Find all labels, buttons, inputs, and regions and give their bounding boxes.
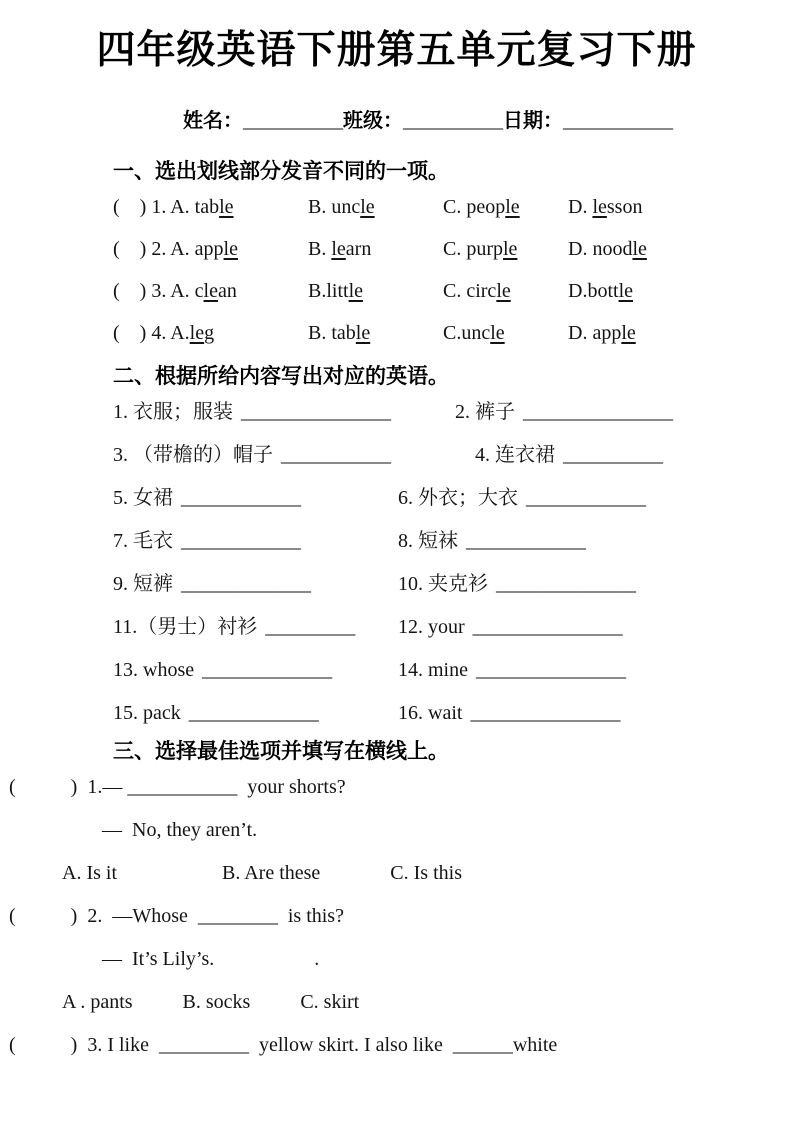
vocab-row-13-14 <box>113 649 793 692</box>
vocab-blank: ____________ <box>526 487 646 509</box>
vocab-blank: ____________ <box>466 530 586 552</box>
vocab-row-15-16 <box>113 692 793 735</box>
vocab-row-11-12 <box>113 606 793 649</box>
vocab-blank: ____________ <box>181 530 301 552</box>
vocab-item <box>113 563 398 606</box>
phonics-row-1 <box>113 186 793 228</box>
vocab-label: 10. 夹克衫 <box>398 573 488 595</box>
vocab-item <box>113 692 398 735</box>
question-1-stem: ( ) 1.— ___________ your shorts? <box>9 776 346 798</box>
vocab-blank: _______________ <box>523 401 673 423</box>
date-blank: ___________ <box>563 110 673 132</box>
vocab-label: 9. 短裤 <box>113 573 173 595</box>
phonics-option-b: B. table <box>308 322 371 344</box>
question-2-options: A . pants B. socks C. skirt <box>62 991 360 1013</box>
phonics-option-d: D. noodle <box>568 238 647 260</box>
vocab-label: 12. your <box>398 616 465 638</box>
vocab-row-1-2 <box>113 391 793 434</box>
vocab-label: 14. mine <box>398 659 468 681</box>
vocab-item <box>398 692 793 735</box>
section1-heading: 一、选出划线部分发音不同的一项。 <box>113 160 449 183</box>
phonics-row-2 <box>113 228 793 270</box>
vocab-label: 5. 女裙 <box>113 487 173 509</box>
vocab-label: 1. 衣服；服装 <box>113 401 233 423</box>
vocab-blank: _____________ <box>188 702 319 724</box>
vocab-label: 6. 外衣；大衣 <box>398 487 518 509</box>
vocab-item <box>113 434 475 477</box>
phonics-option-a: ( ) 3. A. clean <box>113 280 237 302</box>
vocab-row-9-10 <box>113 563 793 606</box>
question-1-reply: — No, they aren’t. <box>102 819 258 841</box>
vocab-item <box>398 520 793 563</box>
vocab-label: 3. （带檐的）帽子 <box>113 444 273 466</box>
phonics-row-4 <box>113 312 793 354</box>
phonics-option-c: C. purple <box>443 238 518 260</box>
question-2-stem: ( ) 2. —Whose ________ is this? <box>9 905 344 927</box>
vocab-item <box>475 434 793 477</box>
vocab-blank: _____________ <box>202 659 333 681</box>
phonics-option-d: D. apple <box>568 322 636 344</box>
vocab-blank: _____________ <box>181 573 311 595</box>
phonics-option-d: D. lesson <box>568 196 643 218</box>
vocab-item <box>113 606 398 649</box>
vocab-label: 15. pack <box>113 702 181 724</box>
vocab-label: 16. wait <box>398 702 463 724</box>
vocab-blank: _______________ <box>470 702 621 724</box>
vocab-row-5-6 <box>113 477 793 520</box>
section3-heading: 三、选择最佳选项并填写在横线上。 <box>113 740 449 763</box>
vocab-blank: _______________ <box>472 616 623 638</box>
vocab-label: 13. whose <box>113 659 195 681</box>
phonics-option-b: B.little <box>308 280 364 302</box>
vocab-blank: _______________ <box>241 401 391 423</box>
phonics-row-3 <box>113 270 793 312</box>
vocab-label: 2. 裤子 <box>455 401 515 423</box>
date-label: 日期： <box>503 110 563 132</box>
vocab-row-7-8 <box>113 520 793 563</box>
question-2-reply: — It’s Lily’s. . <box>102 948 320 970</box>
vocab-item <box>113 477 398 520</box>
phonics-option-d: D.bottle <box>568 280 633 302</box>
worksheet-title: 四年级英语下册第五单元复习下册 <box>96 29 697 72</box>
phonics-option-c: C. people <box>443 196 520 218</box>
phonics-option-b: B. learn <box>308 238 372 260</box>
class-blank: __________ <box>403 110 503 132</box>
vocab-label: 8. 短袜 <box>398 530 458 552</box>
phonics-option-c: C. circle <box>443 280 511 302</box>
vocab-item <box>398 477 793 520</box>
phonics-option-a: ( ) 2. A. apple <box>113 238 238 260</box>
vocab-item <box>113 520 398 563</box>
vocab-blank: ____________ <box>181 487 301 509</box>
student-info-line <box>183 108 793 134</box>
vocab-blank: ___________ <box>281 444 391 466</box>
phonics-option-b: B. uncle <box>308 196 375 218</box>
vocab-item <box>398 563 793 606</box>
phonics-option-a: ( ) 1. A. table <box>113 196 234 218</box>
section2-heading: 二、根据所给内容写出对应的英语。 <box>113 365 449 388</box>
vocab-item <box>398 606 793 649</box>
vocab-item <box>455 391 793 434</box>
vocab-blank: ______________ <box>496 573 636 595</box>
vocab-row-3-4 <box>113 434 793 477</box>
question-3-stem: ( ) 3. I like _________ yellow skirt. I also like ______white <box>9 1034 558 1056</box>
name-label: 姓名： <box>183 110 243 132</box>
phonics-option-a: ( ) 4. A.leg <box>113 322 215 344</box>
vocab-item <box>113 391 455 434</box>
vocab-blank: _________ <box>265 616 356 638</box>
question-1-options: A. Is it B. Are these C. Is this <box>62 862 462 884</box>
vocab-item <box>113 649 398 692</box>
phonics-option-c: C.uncle <box>443 322 505 344</box>
name-blank: __________ <box>243 110 343 132</box>
vocab-blank: _______________ <box>476 659 626 681</box>
class-label: 班级： <box>343 110 403 132</box>
vocab-item <box>398 649 793 692</box>
vocab-blank: __________ <box>563 444 663 466</box>
vocab-label: 11.（男士）衬衫 <box>113 616 258 638</box>
vocab-label: 7. 毛衣 <box>113 530 173 552</box>
vocab-label: 4. 连衣裙 <box>475 444 555 466</box>
